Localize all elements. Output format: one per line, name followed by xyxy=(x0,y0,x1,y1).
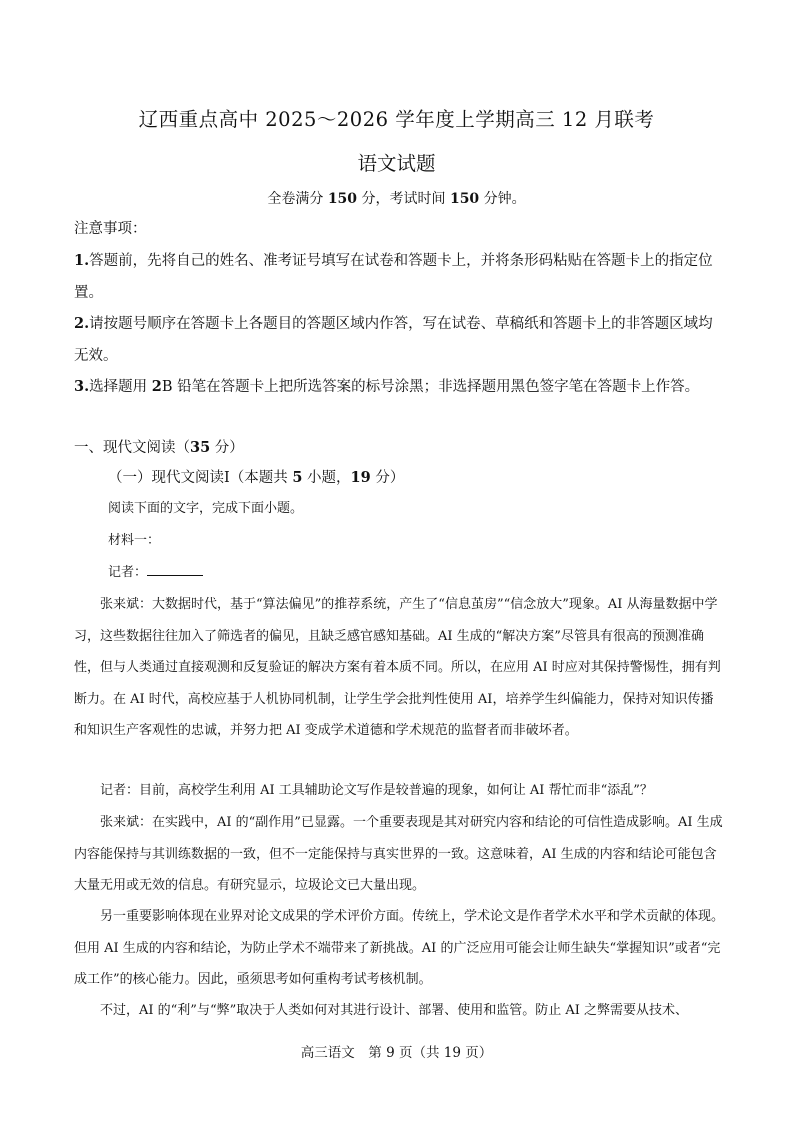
body-paragraph-5: 不过，AI 的“利”与“弊”取决于人类如何对其进行设计、部署、使用和监管。防止 AI 之弊需要从技术、 xyxy=(100,1003,689,1018)
note-item-1 xyxy=(74,245,724,309)
note-3-pencil: 2 xyxy=(151,378,162,395)
meta-time: 150 xyxy=(449,191,480,207)
section-title xyxy=(74,433,724,463)
subject-title: 语文试题 xyxy=(357,152,436,175)
reporter-line xyxy=(108,558,724,588)
meta-suffix: 分钟。 xyxy=(479,191,526,207)
section-title-suffix: 分） xyxy=(210,440,244,456)
note-2-text: 请按题号顺序在答题卡上各题目的答题区域内作答，写在试卷、草稿纸和答题卡上的非答题区域均无效。 xyxy=(74,316,713,364)
exam-meta xyxy=(0,188,793,208)
body-paragraph-2: 记者：目前，高校学生利用 AI 工具辅助论文写作是较普遍的现象，如何让 AI 帮忙而非“添乱”？ xyxy=(100,783,653,798)
meta-score: 150 xyxy=(327,191,358,207)
notes-heading: 注意事项： xyxy=(74,221,147,237)
note-2-number: 2. xyxy=(74,315,90,332)
note-3-text-c: B 铅笔在答题卡上把所选答案的标号涂黑；非选择题用黑色签字笔在答题卡上作答。 xyxy=(161,379,700,395)
note-item-2 xyxy=(74,308,724,372)
page-footer: 高三语文 第 9 页（共 19 页） xyxy=(300,1045,493,1061)
section-title-prefix: 一、现代文阅读（ xyxy=(74,440,190,456)
subsection-score: 19 xyxy=(350,469,371,486)
subsection-count: 5 xyxy=(292,469,303,486)
note-3-number: 3. xyxy=(74,378,90,395)
subsection-suffix: 分） xyxy=(370,470,405,486)
instruction: 阅读下面的文字，完成下面小题。 xyxy=(108,501,304,516)
meta-mid: 分，考试时间 xyxy=(357,191,450,207)
note-item-3 xyxy=(74,371,724,404)
section-score: 35 xyxy=(190,439,211,456)
exam-title: 辽西重点高中 2025～2026 学年度上学期高三 12 月联考 xyxy=(138,108,655,131)
reporter-blank xyxy=(147,563,203,576)
subsection-title xyxy=(108,463,724,493)
body-paragraph-1: 张来斌：大数据时代，基于“算法偏见”的推荐系统，产生了“信息茧房”“信念放大”现象。AI 从海量数据中学习，这些数据往往加入了筛选者的偏见，且缺乏感官感知基础。AI 生成的“解决方案”尽管具有很高的预测准确性，但与人类通过直接观测和反复验证的解决方案有着本质不同。所以，在应用 AI 时应对其保持警惕性，拥有判断力。在 AI 时代，高校应基于人机协同机制，让学生学会批判性使用 AI，培养学生纠偏能力，保持对知识传播和知识生产客观性的忠诚，并努力把 AI 变成学术道德和学术规范的监督者而非破坏者。 xyxy=(74,597,721,738)
material-label: 材料一： xyxy=(108,533,161,548)
note-1-number: 1. xyxy=(74,252,90,269)
reporter-label: 记者： xyxy=(108,565,148,580)
body-paragraph-3: 张来斌：在实践中，AI 的“副作用”已显露。一个重要表现是其对研究内容和结论的可信性造成影响。AI 生成内容能保持与其训练数据的一致，但不一定能保持与真实世界的一致。这意味着，AI 生成的内容和结论可能包含大量无用或无效的信息。有研究显示，垃圾论文已大量出现。 xyxy=(74,815,723,893)
subsection-prefix: （一）现代文阅读Ⅰ（本题共 xyxy=(108,470,293,486)
note-3-text-a: 选择题用 xyxy=(89,379,152,395)
subsection-mid: 小题， xyxy=(302,470,351,486)
note-1-text: 答题前，先将自己的姓名、准考证号填写在试卷和答题卡上，并将条形码粘贴在答题卡上的指定位置。 xyxy=(74,253,713,301)
body-paragraph-4: 另一重要影响体现在业界对论文成果的学术评价方面。传统上，学术论文是作者学术水平和学术贡献的体现。但用 AI 生成的内容和结论，为防止学术不端带来了新挑战。AI 的广泛应用可能会让师生缺失“掌握知识”或者“完成工作”的核心能力。因此，亟须思考如何重构考试考核机制。 xyxy=(74,909,725,987)
meta-prefix: 全卷满分 xyxy=(267,191,328,207)
